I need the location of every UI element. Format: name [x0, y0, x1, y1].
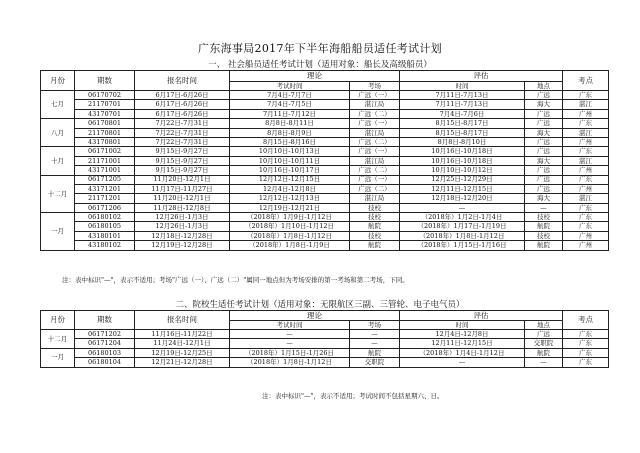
- exam-place-cell: 广东: [563, 213, 609, 222]
- signup-time-cell: 12月18日-12月28日: [135, 231, 230, 240]
- exam-place-cell: 广州: [563, 137, 609, 146]
- table-row: [41, 128, 609, 137]
- assessment-site-cell: —: [525, 358, 563, 367]
- header-time: 时间: [400, 321, 525, 330]
- theory-venue-cell: 航院: [350, 222, 400, 231]
- period-cell: 21171001: [75, 156, 135, 165]
- period-cell: 06180104: [75, 358, 135, 367]
- signup-time-cell: 12月26日-1月3日: [135, 213, 230, 222]
- theory-venue-cell: 技校: [350, 231, 400, 240]
- month-cell: 七月: [41, 91, 75, 119]
- assessment-time-cell: 12月11日-12月15日: [400, 184, 525, 193]
- exam-place-cell: 湛江: [563, 156, 609, 165]
- assessment-time-cell: —: [400, 203, 525, 212]
- exam-place-cell: 广州: [563, 166, 609, 175]
- theory-venue-cell: —: [350, 339, 400, 348]
- theory-venue-cell: 广远（二）: [350, 109, 400, 118]
- signup-time-cell: 11月28日-12月8日: [135, 203, 230, 212]
- theory-venue-cell: 广远（一）: [350, 119, 400, 128]
- exam-place-cell: 广东: [563, 119, 609, 128]
- theory-venue-cell: 湛江局: [350, 194, 400, 203]
- theory-time-cell: （2018年）1月9日-1月12日: [230, 213, 350, 222]
- period-cell: 06180102: [75, 213, 135, 222]
- assessment-site-cell: 广远: [525, 119, 563, 128]
- period-cell: 06170801: [75, 119, 135, 128]
- signup-time-cell: 7月22日-7月31日: [135, 128, 230, 137]
- theory-venue-cell: 广远（一）: [350, 147, 400, 156]
- month-cell: 十月: [41, 147, 75, 175]
- assessment-site-cell: 技校: [525, 213, 563, 222]
- header-period: 期数: [75, 311, 135, 330]
- theory-venue-cell: 技校: [350, 203, 400, 212]
- theory-time-cell: （2018年）1月8日-1月9日: [230, 241, 350, 250]
- header-exam-time: 考试时间: [230, 321, 350, 330]
- exam-place-cell: 广东: [563, 348, 609, 357]
- period-cell: 06170702: [75, 91, 135, 100]
- theory-venue-cell: —: [350, 330, 400, 339]
- exam-place-cell: 广东: [563, 147, 609, 156]
- theory-venue-cell: 湛江局: [350, 156, 400, 165]
- assessment-time-cell: 8月15日-8月17日: [400, 119, 525, 128]
- header-month: 月份: [41, 71, 75, 91]
- table-row: [41, 184, 609, 193]
- assessment-site-cell: 海大: [525, 100, 563, 109]
- assessment-site-cell: 航院: [525, 348, 563, 357]
- table-row: [41, 241, 609, 250]
- period-cell: 43180102: [75, 241, 135, 250]
- table-row: [41, 222, 609, 231]
- exam-place-cell: 广州: [563, 109, 609, 118]
- month-cell: 十二月: [41, 175, 75, 213]
- header-assessment: 评估: [400, 71, 563, 82]
- assessment-site-cell: 广远: [525, 137, 563, 146]
- signup-time-cell: 11月20日-12月1日: [135, 175, 230, 184]
- assessment-site-cell: 海大: [525, 128, 563, 137]
- section1-title: 一、 社会船员适任考试计划（适用对象：船长及高级船员）: [208, 60, 432, 70]
- theory-venue-cell: 航院: [350, 348, 400, 357]
- table-row: [41, 166, 609, 175]
- exam-place-cell: 湛江: [563, 100, 609, 109]
- assessment-time-cell: （2018年）1月15日-1月16日: [400, 241, 525, 250]
- theory-venue-cell: 广远（二）: [350, 184, 400, 193]
- month-cell: 一月: [41, 348, 75, 367]
- section2-title: 二、院校生适任考试计划（适用对象：无限航区三副、三管轮、电子电气员）: [175, 300, 465, 310]
- table-row: [41, 119, 609, 128]
- header-exam-place: 考点: [563, 71, 609, 91]
- table-row: [41, 339, 609, 348]
- signup-time-cell: 9月15日-9月27日: [135, 166, 230, 175]
- assessment-site-cell: 广远: [525, 175, 563, 184]
- table-row: [41, 348, 609, 357]
- month-cell: 十二月: [41, 330, 75, 349]
- signup-time-cell: 12月26日-1月3日: [135, 222, 230, 231]
- exam-place-cell: 广东: [563, 175, 609, 184]
- header-period: 期数: [75, 71, 135, 91]
- assessment-time-cell: 7月11日-7月13日: [400, 100, 525, 109]
- theory-venue-cell: 广远（一）: [350, 91, 400, 100]
- header-theory: 理论: [230, 311, 400, 321]
- table-row: [41, 156, 609, 165]
- table-row: [41, 175, 609, 184]
- theory-venue-cell: 湛江局: [350, 128, 400, 137]
- signup-time-cell: 7月22日-7月31日: [135, 137, 230, 146]
- theory-venue-cell: 湛江局: [350, 100, 400, 109]
- theory-time-cell: （2018年）1月15日-1月26日: [230, 348, 350, 357]
- assessment-site-cell: 海大: [525, 156, 563, 165]
- period-cell: 06171202: [75, 330, 135, 339]
- table-row: [41, 100, 609, 109]
- exam-place-cell: 广东: [563, 203, 609, 212]
- assessment-time-cell: 12月11日-12月15日: [400, 339, 525, 348]
- theory-venue-cell: 技校: [350, 213, 400, 222]
- assessment-time-cell: （2018年）1月17日-1月19日: [400, 222, 525, 231]
- assessment-time-cell: 10月10日-10月12日: [400, 166, 525, 175]
- theory-time-cell: —: [230, 330, 350, 339]
- period-cell: 43180101: [75, 231, 135, 240]
- theory-time-cell: 8月8日-8月9日: [230, 128, 350, 137]
- signup-time-cell: 12月21日-12月28日: [135, 358, 230, 367]
- period-cell: 21171201: [75, 194, 135, 203]
- period-cell: 06180103: [75, 348, 135, 357]
- signup-time-cell: 12月19日-12月25日: [135, 348, 230, 357]
- header-exam-place: 考点: [563, 311, 609, 330]
- theory-time-cell: 12月4日-12月8日: [230, 184, 350, 193]
- signup-time-cell: 12月19日-12月28日: [135, 241, 230, 250]
- header-venue: 考场: [350, 321, 400, 330]
- assessment-site-cell: 广远: [525, 91, 563, 100]
- header-assessment: 评估: [400, 311, 563, 321]
- exam-place-cell: 广州: [563, 184, 609, 193]
- theory-time-cell: （2018年）1月8日-1月12日: [230, 358, 350, 367]
- social-exam-table: [40, 70, 609, 251]
- theory-time-cell: —: [230, 339, 350, 348]
- period-cell: 43171001: [75, 166, 135, 175]
- period-cell: 06171205: [75, 175, 135, 184]
- theory-time-cell: 10月10日-10月11日: [230, 156, 350, 165]
- signup-time-cell: 6月17日-6月26日: [135, 109, 230, 118]
- assessment-site-cell: 海大: [525, 194, 563, 203]
- signup-time-cell: 9月15日-9月27日: [135, 156, 230, 165]
- assessment-time-cell: （2018年）1月2日-1月4日: [400, 213, 525, 222]
- signup-time-cell: 11月17日-11月27日: [135, 184, 230, 193]
- assessment-time-cell: 7月4日-7月6日: [400, 109, 525, 118]
- signup-time-cell: 9月15日-9月27日: [135, 147, 230, 156]
- assessment-time-cell: 12月18日-12月20日: [400, 194, 525, 203]
- assessment-site-cell: 广远: [525, 166, 563, 175]
- assessment-site-cell: 广远: [525, 184, 563, 193]
- table-row: [41, 137, 609, 146]
- assessment-site-cell: 广远: [525, 109, 563, 118]
- header-time: 时间: [400, 82, 525, 91]
- exam-place-cell: 广州: [563, 241, 609, 250]
- assessment-time-cell: 7月11日-7月13日: [400, 91, 525, 100]
- table2-footnote: 注：表中标识"—"，表示不适用；考试时间不包括星期六、日。: [262, 392, 444, 400]
- period-cell: 06171204: [75, 339, 135, 348]
- table-row: [41, 147, 609, 156]
- signup-time-cell: 7月22日-7月31日: [135, 119, 230, 128]
- table-row: [41, 358, 609, 367]
- theory-time-cell: （2018年）1月8日-1月12日: [230, 231, 350, 240]
- period-cell: 21170801: [75, 128, 135, 137]
- assessment-site-cell: 航院: [525, 222, 563, 231]
- month-cell: 一月: [41, 213, 75, 251]
- table-row: [41, 109, 609, 118]
- header-theory: 理论: [230, 71, 400, 82]
- theory-time-cell: 7月11日-7月12日: [230, 109, 350, 118]
- header-venue: 考场: [350, 82, 400, 91]
- table-row: [41, 91, 609, 100]
- signup-time-cell: 11月16日-11月22日: [135, 330, 230, 339]
- assessment-site-cell: 广远: [525, 330, 563, 339]
- table-row: [41, 330, 609, 339]
- theory-time-cell: （2018年）1月10日-1月12日: [230, 222, 350, 231]
- header-signup: 报名时间: [135, 71, 230, 91]
- theory-time-cell: 10月10日-10月13日: [230, 147, 350, 156]
- header-site: 地点: [525, 82, 563, 91]
- period-cell: 06180105: [75, 222, 135, 231]
- assessment-time-cell: （2018年）1月4日-1月12日: [400, 348, 525, 357]
- theory-venue-cell: 广远（一）: [350, 175, 400, 184]
- assessment-time-cell: 8月8日-8月10日: [400, 137, 525, 146]
- header-site: 地点: [525, 321, 563, 330]
- theory-time-cell: 8月15日-8月16日: [230, 137, 350, 146]
- period-cell: 21170701: [75, 100, 135, 109]
- assessment-site-cell: 技校: [525, 231, 563, 240]
- table-row: [41, 194, 609, 203]
- assessment-site-cell: —: [525, 203, 563, 212]
- period-cell: 06171206: [75, 203, 135, 212]
- document-title: 广东海事局2017年下半年海船船员适任考试计划: [198, 42, 442, 55]
- theory-time-cell: 7月4日-7月7日: [230, 91, 350, 100]
- exam-place-cell: 湛江: [563, 128, 609, 137]
- exam-place-cell: 广东: [563, 358, 609, 367]
- table1-footnote: 注：表中标识"—"，表示不适用；考场"广远（一）、广远（二）"属同一地点但为考场安排的第一考场和第二考场，下同。: [62, 276, 409, 284]
- period-cell: 43170701: [75, 109, 135, 118]
- signup-time-cell: 6月17日-6月26日: [135, 91, 230, 100]
- assessment-site-cell: 交职院: [525, 339, 563, 348]
- theory-venue-cell: 广远（二）: [350, 166, 400, 175]
- exam-place-cell: 广州: [563, 231, 609, 240]
- theory-venue-cell: 广远（二）: [350, 137, 400, 146]
- theory-time-cell: 7月4日-7月5日: [230, 100, 350, 109]
- header-month: 月份: [41, 311, 75, 330]
- assessment-time-cell: 8月15日-8月17日: [400, 128, 525, 137]
- exam-place-cell: 湛江: [563, 194, 609, 203]
- period-cell: 43170801: [75, 137, 135, 146]
- theory-venue-cell: 航院: [350, 241, 400, 250]
- assessment-site-cell: 航院: [525, 241, 563, 250]
- period-cell: 06171002: [75, 147, 135, 156]
- exam-place-cell: 广东: [563, 330, 609, 339]
- theory-time-cell: 8月8日-8月11日: [230, 119, 350, 128]
- assessment-time-cell: （2018年）1月8日-1月12日: [400, 231, 525, 240]
- theory-venue-cell: 交职院: [350, 358, 400, 367]
- signup-time-cell: 11月24日-12月1日: [135, 339, 230, 348]
- assessment-time-cell: 10月16日-10月18日: [400, 147, 525, 156]
- month-cell: 八月: [41, 119, 75, 147]
- theory-time-cell: 10月16日-10月17日: [230, 166, 350, 175]
- theory-time-cell: 12月19日-12月21日: [230, 203, 350, 212]
- period-cell: 43171201: [75, 184, 135, 193]
- assessment-site-cell: 广远: [525, 147, 563, 156]
- exam-place-cell: 广东: [563, 91, 609, 100]
- assessment-time-cell: —: [400, 358, 525, 367]
- header-signup: 报名时间: [135, 311, 230, 330]
- assessment-time-cell: 12月25日-12月29日: [400, 175, 525, 184]
- table-row: [41, 213, 609, 222]
- table-row: [41, 231, 609, 240]
- signup-time-cell: 6月17日-6月26日: [135, 100, 230, 109]
- student-exam-table: [40, 310, 609, 368]
- theory-time-cell: 12月12日-12月15日: [230, 175, 350, 184]
- exam-place-cell: 广东: [563, 222, 609, 231]
- table-row: [41, 203, 609, 212]
- theory-time-cell: 12月12日-12月13日: [230, 194, 350, 203]
- assessment-time-cell: 10月16日-10月18日: [400, 156, 525, 165]
- assessment-time-cell: 12月4日-12月8日: [400, 330, 525, 339]
- exam-place-cell: 广东: [563, 339, 609, 348]
- signup-time-cell: 11月20日-12月1日: [135, 194, 230, 203]
- header-exam-time: 考试时间: [230, 82, 350, 91]
